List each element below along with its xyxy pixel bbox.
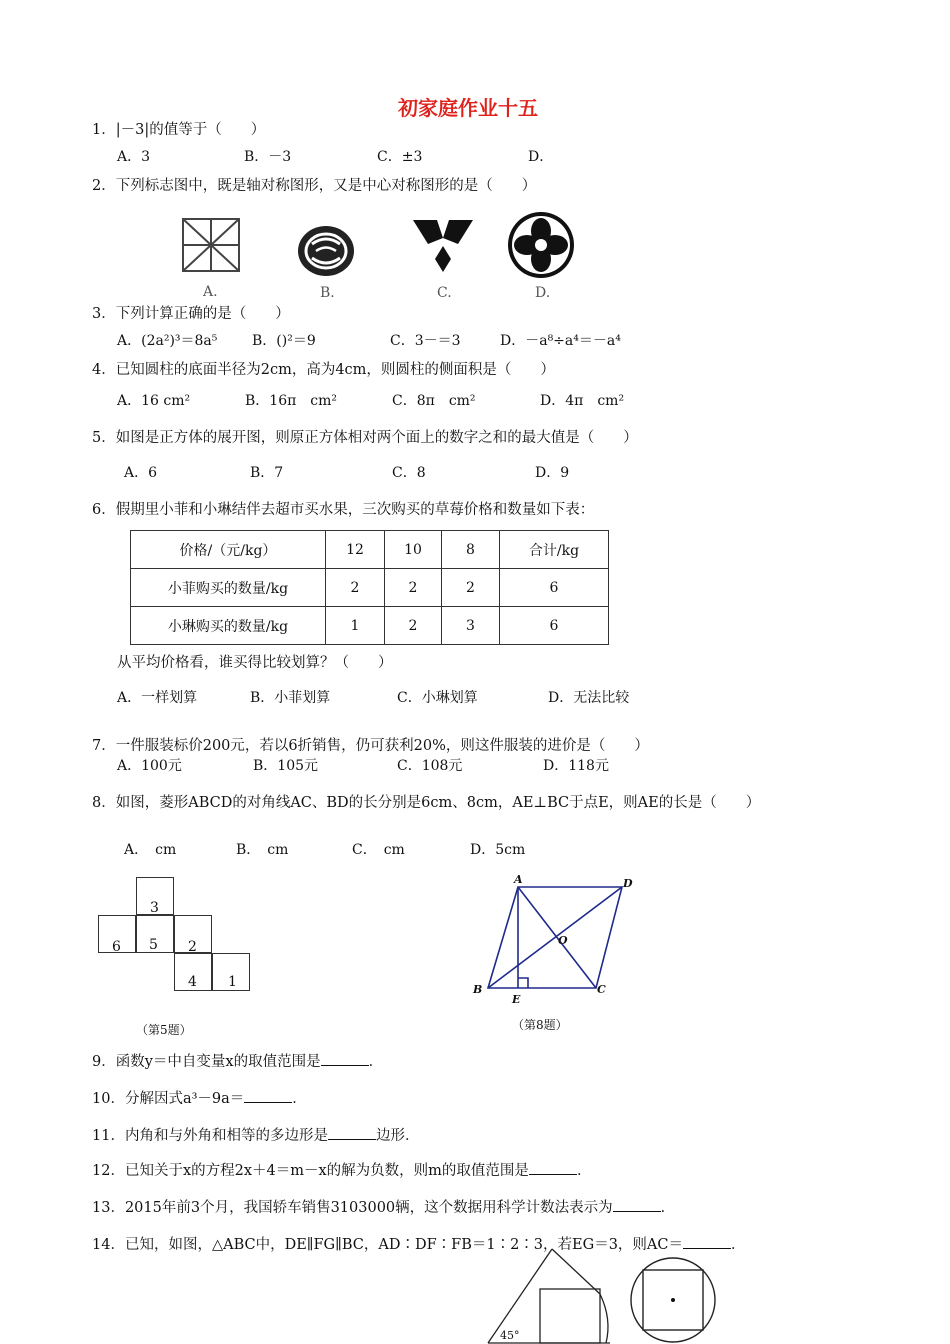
table-cell: 3 xyxy=(442,607,500,645)
q5-stem: 5．如图是正方体的展开图，则原正方体相对两个面上的数字之和的最大值是（ ） xyxy=(92,430,638,446)
q9-answer-blank[interactable] xyxy=(321,1051,369,1066)
q8-option-c: C． cm xyxy=(352,842,405,858)
q4-option-b: B．16π cm² xyxy=(245,393,338,409)
table-cell: 8 xyxy=(442,531,500,569)
table-row xyxy=(131,569,609,607)
table-cell: 合计/kg xyxy=(500,531,609,569)
q3-option-a: A．(2a²)³＝8a⁵ xyxy=(117,333,218,349)
q3-stem: 3．下列计算正确的是（ ） xyxy=(92,306,290,322)
q2-label-b: B. xyxy=(320,285,335,301)
q8-stem: 8．如图，菱形ABCD的对角线AC、BD的长分别是6cm、8cm，AE⊥BC于点E，则AE的长是（ ） xyxy=(92,795,761,811)
flower-logo-icon xyxy=(505,210,577,280)
q10-text: 10．分解因式a³－9a＝ xyxy=(92,1091,245,1107)
q4-option-c: C．8π cm² xyxy=(392,393,476,409)
point-label: A xyxy=(514,873,523,886)
q11-end: 边形． xyxy=(375,1128,420,1144)
q14-line xyxy=(92,1233,746,1254)
q7-option-d: D．118元 xyxy=(543,758,609,774)
q4-option-a: A．16 cm² xyxy=(117,393,191,409)
triangle-square-figure xyxy=(480,1244,620,1344)
point-label: E xyxy=(512,993,521,1006)
q9-line xyxy=(92,1050,383,1071)
q11-line xyxy=(92,1124,419,1145)
q4-option-d: D．4π cm² xyxy=(540,393,625,409)
q8-caption: （第8题） xyxy=(512,1018,568,1032)
q8-option-d: D．5cm xyxy=(470,842,526,858)
net-number: 2 xyxy=(188,939,197,955)
q4-stem: 4．已知圆柱的底面半径为2cm，高为4cm，则圆柱的侧面积是（ ） xyxy=(92,362,555,378)
q9-text: 9．函数y＝中自变量x的取值范围是 xyxy=(92,1054,321,1070)
net-number: 6 xyxy=(112,939,121,955)
table-cell: 1 xyxy=(326,607,385,645)
q7-option-a: A．100元 xyxy=(117,758,182,774)
q6-option-d: D．无法比较 xyxy=(548,690,630,706)
circle-square-figure xyxy=(628,1254,718,1344)
q13-text: 13．2015年前3个月，我国轿车销售3103000辆，这个数据用科学计数法表示为 xyxy=(92,1200,613,1216)
page-title: 初家庭作业十五 xyxy=(398,96,538,120)
table-cell: 2 xyxy=(385,607,442,645)
q10-answer-blank[interactable] xyxy=(244,1088,292,1103)
triangle-logo-icon xyxy=(410,216,476,274)
q3-option-b: B．()²＝9 xyxy=(252,333,316,349)
q11-answer-blank[interactable] xyxy=(328,1125,376,1140)
net-number: 1 xyxy=(228,974,237,990)
angle-label: 45° xyxy=(500,1329,520,1342)
net-number: 5 xyxy=(149,937,158,953)
q13-line xyxy=(92,1196,675,1217)
q8-option-b: B． cm xyxy=(236,842,289,858)
point-label: D xyxy=(623,877,633,890)
net-number: 4 xyxy=(188,974,197,990)
q8-option-a: A． cm xyxy=(124,842,177,858)
table-cell: 价格/（元/kg） xyxy=(131,531,326,569)
q10-end: ． xyxy=(292,1091,307,1107)
q1-option-c: C．±3 xyxy=(377,149,423,165)
q12-answer-blank[interactable] xyxy=(529,1160,577,1175)
q3-option-d: D．－a⁸÷a⁴＝－a⁴ xyxy=(500,333,621,349)
q5-option-b: B．7 xyxy=(250,465,284,481)
q11-text: 11．内角和与外角和相等的多边形是 xyxy=(92,1128,328,1144)
q14-answer-blank[interactable] xyxy=(683,1234,731,1249)
q3-option-c: C．3－＝3 xyxy=(390,333,461,349)
q6-stem: 6．假期里小菲和小琳结伴去超市买水果，三次购买的草莓价格和数量如下表： xyxy=(92,502,595,518)
q12-end: ． xyxy=(576,1163,592,1179)
q13-answer-blank[interactable] xyxy=(613,1197,661,1212)
table-cell: 2 xyxy=(385,569,442,607)
q12-text: 12．已知关于x的方程2x＋4＝m－x的解为负数，则m的取值范围是 xyxy=(92,1163,529,1179)
pinwheel-logo-icon xyxy=(178,214,244,276)
q7-option-c: C．108元 xyxy=(397,758,463,774)
table-cell: 10 xyxy=(385,531,442,569)
table-cell: 12 xyxy=(326,531,385,569)
q6-question: 从平均价格看，谁买得比较划算？（ ） xyxy=(117,655,393,671)
table-row xyxy=(131,607,609,645)
q6-option-b: B．小菲划算 xyxy=(250,690,331,706)
price-table xyxy=(130,530,609,645)
q2-stem: 2．下列标志图中，既是轴对称图形，又是中心对称图形的是（ ） xyxy=(92,178,537,194)
q5-option-a: A．6 xyxy=(124,465,158,481)
q7-option-b: B．105元 xyxy=(253,758,319,774)
q9-end: ． xyxy=(368,1054,384,1070)
q5-option-d: D．9 xyxy=(535,465,570,481)
point-label: B xyxy=(473,983,483,996)
q1-option-b: B．－3 xyxy=(244,149,292,165)
q6-option-c: C．小琳划算 xyxy=(397,690,478,706)
table-row xyxy=(131,531,609,569)
q10-line xyxy=(92,1087,307,1108)
q5-option-c: C．8 xyxy=(392,465,426,481)
mobile-logo-icon xyxy=(294,222,358,280)
table-cell: 2 xyxy=(326,569,385,607)
q6-option-a: A．一样划算 xyxy=(117,690,198,706)
q1-option-d: D． xyxy=(528,149,554,165)
table-cell: 小琳购买的数量/kg xyxy=(131,607,326,645)
q1-stem: 1．|－3|的值等于（ ） xyxy=(92,122,266,138)
rhombus-figure xyxy=(466,870,646,1010)
q5-caption: （第5题） xyxy=(136,1023,192,1037)
q7-stem: 7．一件服装标价200元，若以6折销售，仍可获利20%，则这件服装的进价是（ ） xyxy=(92,738,649,754)
q12-line xyxy=(92,1159,591,1180)
q2-label-c: C. xyxy=(437,285,452,301)
table-cell: 6 xyxy=(500,607,609,645)
q14-text: 14．已知，如图，△ABC中，DE∥FG∥BC，AD∶DF∶FB＝1∶2∶3，若EG＝3，则AC＝ xyxy=(92,1237,683,1253)
q13-end: ． xyxy=(660,1200,676,1216)
table-cell: 小菲购买的数量/kg xyxy=(131,569,326,607)
table-cell: 6 xyxy=(500,569,609,607)
q14-end: ． xyxy=(731,1237,746,1253)
table-cell: 2 xyxy=(442,569,500,607)
q1-option-a: A．3 xyxy=(117,149,151,165)
point-label: C xyxy=(597,983,606,996)
q2-label-d: D. xyxy=(535,285,551,301)
point-label: O xyxy=(558,934,568,947)
net-number: 3 xyxy=(150,900,159,916)
q2-label-a: A. xyxy=(203,284,218,300)
